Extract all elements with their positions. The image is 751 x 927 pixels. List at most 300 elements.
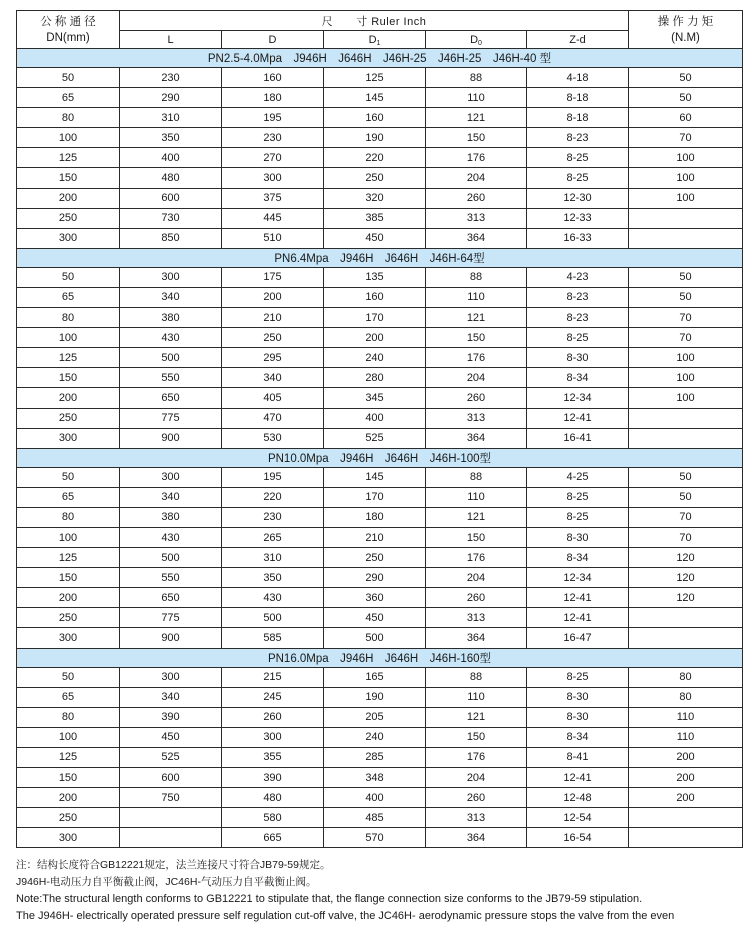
- cell-diameter-D0: 88: [426, 68, 527, 88]
- cell-diameter-D: 195: [222, 467, 324, 487]
- cell-bolt-holes-Zd: 8-23: [527, 128, 629, 148]
- cell-length-L: 450: [120, 727, 222, 747]
- cell-length-L: 730: [120, 208, 222, 228]
- cell-diameter-D: 510: [222, 228, 324, 248]
- cell-bolt-holes-Zd: 12-41: [527, 608, 629, 628]
- cell-dn: 150: [17, 168, 120, 188]
- col-header-D0-sub: 0: [478, 39, 482, 47]
- cell-length-L: 500: [120, 348, 222, 368]
- cell-diameter-D: 250: [222, 328, 324, 348]
- table-row: [17, 527, 743, 547]
- table-row: [17, 148, 743, 168]
- cell-torque: 80: [629, 667, 743, 687]
- cell-diameter-D: 220: [222, 487, 324, 507]
- cell-bolt-holes-Zd: 12-41: [527, 768, 629, 788]
- table-row: [17, 687, 743, 707]
- cell-diameter-D: 530: [222, 428, 324, 448]
- cell-torque: [629, 228, 743, 248]
- cell-bolt-holes-Zd: 8-41: [527, 747, 629, 767]
- cell-diameter-D: 585: [222, 628, 324, 648]
- cell-dn: 250: [17, 808, 120, 828]
- cell-length-L: 775: [120, 408, 222, 428]
- cell-dn: 80: [17, 108, 120, 128]
- cell-diameter-D: 340: [222, 368, 324, 388]
- cell-diameter-D: 480: [222, 788, 324, 808]
- cell-diameter-D1: 145: [324, 88, 426, 108]
- cell-torque: [629, 828, 743, 848]
- cell-bolt-holes-Zd: 12-30: [527, 188, 629, 208]
- cell-bolt-holes-Zd: 8-25: [527, 148, 629, 168]
- cell-length-L: 525: [120, 747, 222, 767]
- cell-length-L: 380: [120, 507, 222, 527]
- cell-torque: 50: [629, 287, 743, 307]
- table-row: [17, 188, 743, 208]
- cell-diameter-D1: 360: [324, 588, 426, 608]
- cell-diameter-D1: 320: [324, 188, 426, 208]
- table-row: [17, 128, 743, 148]
- cell-bolt-holes-Zd: 8-25: [527, 168, 629, 188]
- table-body: [17, 49, 743, 848]
- table-row: [17, 828, 743, 848]
- cell-bolt-holes-Zd: 8-25: [527, 507, 629, 527]
- cell-torque: 70: [629, 527, 743, 547]
- cell-dn: 150: [17, 568, 120, 588]
- cell-diameter-D: 295: [222, 348, 324, 368]
- cell-diameter-D0: 176: [426, 548, 527, 568]
- cell-diameter-D1: 205: [324, 707, 426, 727]
- table-row: [17, 228, 743, 248]
- cell-dn: 300: [17, 428, 120, 448]
- cell-length-L: 850: [120, 228, 222, 248]
- table-row: [17, 267, 743, 287]
- table-row: [17, 108, 743, 128]
- cell-dn: 65: [17, 487, 120, 507]
- cell-torque: 110: [629, 707, 743, 727]
- cell-diameter-D1: 170: [324, 487, 426, 507]
- cell-diameter-D0: 260: [426, 388, 527, 408]
- cell-diameter-D0: 150: [426, 527, 527, 547]
- cell-torque: 120: [629, 548, 743, 568]
- cell-torque: 200: [629, 788, 743, 808]
- table-row: [17, 208, 743, 228]
- col-header-D: D: [222, 31, 324, 49]
- cell-diameter-D1: 345: [324, 388, 426, 408]
- cell-diameter-D0: 313: [426, 608, 527, 628]
- cell-torque: 100: [629, 348, 743, 368]
- cell-length-L: 400: [120, 148, 222, 168]
- cell-torque: 100: [629, 188, 743, 208]
- note-en-standards: Note:The structural length conforms to GB12221 to stipulate that, the flange connection size conforms to the JB79-59 stipulation.: [16, 893, 643, 905]
- cell-diameter-D0: 204: [426, 168, 527, 188]
- cell-diameter-D0: 110: [426, 487, 527, 507]
- cell-bolt-holes-Zd: 8-18: [527, 108, 629, 128]
- cell-diameter-D0: 260: [426, 788, 527, 808]
- cell-diameter-D1: 170: [324, 308, 426, 328]
- cell-torque: [629, 608, 743, 628]
- table-row: [17, 308, 743, 328]
- cell-diameter-D1: 500: [324, 628, 426, 648]
- cell-diameter-D1: 125: [324, 68, 426, 88]
- table-row: [17, 368, 743, 388]
- torque-header-unit: (N.M): [671, 31, 700, 44]
- table-row: [17, 88, 743, 108]
- cell-diameter-D0: 121: [426, 707, 527, 727]
- cell-diameter-D1: 160: [324, 108, 426, 128]
- cell-diameter-D: 175: [222, 267, 324, 287]
- cell-diameter-D1: 570: [324, 828, 426, 848]
- cell-diameter-D: 300: [222, 168, 324, 188]
- cell-diameter-D1: 400: [324, 788, 426, 808]
- col-header-D1: [324, 31, 426, 49]
- cell-diameter-D0: 364: [426, 828, 527, 848]
- cell-diameter-D1: 240: [324, 727, 426, 747]
- cell-dn: 50: [17, 667, 120, 687]
- table-row: [17, 768, 743, 788]
- cell-diameter-D: 350: [222, 568, 324, 588]
- table-row: [17, 388, 743, 408]
- cell-bolt-holes-Zd: 8-34: [527, 727, 629, 747]
- table-row: [17, 747, 743, 767]
- cell-diameter-D1: 250: [324, 168, 426, 188]
- cell-diameter-D1: 285: [324, 747, 426, 767]
- cell-diameter-D: 390: [222, 768, 324, 788]
- cell-torque: 110: [629, 727, 743, 747]
- cell-length-L: 350: [120, 128, 222, 148]
- nominal-diameter-header: [17, 11, 120, 49]
- cell-diameter-D0: 313: [426, 208, 527, 228]
- cell-diameter-D: 160: [222, 68, 324, 88]
- table-row: [17, 68, 743, 88]
- valve-dimension-table: [16, 10, 743, 848]
- cell-torque: 200: [629, 768, 743, 788]
- cell-diameter-D1: 348: [324, 768, 426, 788]
- table-row: [17, 808, 743, 828]
- cell-torque: 100: [629, 388, 743, 408]
- cell-length-L: 650: [120, 588, 222, 608]
- cell-diameter-D: 210: [222, 308, 324, 328]
- cell-torque: 80: [629, 687, 743, 707]
- cell-diameter-D0: 121: [426, 507, 527, 527]
- table-row: [17, 328, 743, 348]
- cell-diameter-D0: 121: [426, 308, 527, 328]
- cell-length-L: 650: [120, 388, 222, 408]
- cell-torque: 200: [629, 747, 743, 767]
- cell-diameter-D0: 204: [426, 768, 527, 788]
- cell-dn: 50: [17, 68, 120, 88]
- cell-torque: 50: [629, 467, 743, 487]
- cell-diameter-D: 500: [222, 608, 324, 628]
- cell-length-L: 900: [120, 428, 222, 448]
- cell-length-L: 550: [120, 368, 222, 388]
- cell-diameter-D1: 240: [324, 348, 426, 368]
- cell-diameter-D0: 176: [426, 148, 527, 168]
- dimensions-header: 尺 寸 Ruler Inch: [120, 11, 629, 31]
- cell-dn: 300: [17, 828, 120, 848]
- cell-diameter-D0: 88: [426, 467, 527, 487]
- cell-diameter-D: 310: [222, 548, 324, 568]
- cell-torque: [629, 808, 743, 828]
- table-row: [17, 727, 743, 747]
- cell-diameter-D0: 110: [426, 287, 527, 307]
- cell-length-L: 230: [120, 68, 222, 88]
- torque-header: [629, 11, 743, 49]
- cell-diameter-D1: 450: [324, 228, 426, 248]
- cell-dn: 200: [17, 188, 120, 208]
- cell-diameter-D1: 165: [324, 667, 426, 687]
- cell-diameter-D1: 250: [324, 548, 426, 568]
- cell-diameter-D0: 364: [426, 628, 527, 648]
- col-header-D1-main: D: [368, 33, 377, 46]
- cell-length-L: 340: [120, 687, 222, 707]
- cell-length-L: 500: [120, 548, 222, 568]
- table-row: [17, 788, 743, 808]
- cell-diameter-D1: 210: [324, 527, 426, 547]
- cell-diameter-D0: 176: [426, 747, 527, 767]
- cell-dn: 125: [17, 548, 120, 568]
- cell-length-L: 340: [120, 487, 222, 507]
- cell-dn: 80: [17, 507, 120, 527]
- cell-diameter-D1: 135: [324, 267, 426, 287]
- cell-diameter-D0: 313: [426, 408, 527, 428]
- cell-bolt-holes-Zd: 16-41: [527, 428, 629, 448]
- cell-length-L: 310: [120, 108, 222, 128]
- cell-diameter-D1: 145: [324, 467, 426, 487]
- pressure-group-row: [17, 448, 743, 467]
- cell-dn: 65: [17, 687, 120, 707]
- note-en-models: The J946H- electrically operated pressure self regulation cut-off valve, the JC46H- aerodynamic pressure stops the valve from the even: [16, 910, 675, 922]
- cell-dn: 125: [17, 148, 120, 168]
- cell-diameter-D: 265: [222, 527, 324, 547]
- pressure-group-title: PN16.0Mpa J946H J646H J46H-160型: [17, 648, 743, 667]
- cell-diameter-D: 260: [222, 707, 324, 727]
- cell-diameter-D0: 204: [426, 368, 527, 388]
- table-row: [17, 287, 743, 307]
- cell-dn: 100: [17, 128, 120, 148]
- cell-diameter-D0: 260: [426, 588, 527, 608]
- cell-diameter-D: 195: [222, 108, 324, 128]
- nominal-diameter-header-en: DN(mm): [46, 31, 90, 44]
- table-row: [17, 348, 743, 368]
- cell-diameter-D1: 190: [324, 128, 426, 148]
- cell-diameter-D0: 150: [426, 328, 527, 348]
- cell-diameter-D: 405: [222, 388, 324, 408]
- cell-torque: [629, 428, 743, 448]
- cell-length-L: [120, 828, 222, 848]
- cell-bolt-holes-Zd: 8-30: [527, 348, 629, 368]
- cell-torque: 100: [629, 368, 743, 388]
- cell-diameter-D: 200: [222, 287, 324, 307]
- cell-bolt-holes-Zd: 12-34: [527, 388, 629, 408]
- cell-length-L: 290: [120, 88, 222, 108]
- cell-bolt-holes-Zd: 12-54: [527, 808, 629, 828]
- cell-diameter-D1: 385: [324, 208, 426, 228]
- cell-dn: 80: [17, 707, 120, 727]
- cell-torque: [629, 628, 743, 648]
- cell-bolt-holes-Zd: 12-41: [527, 408, 629, 428]
- table-row: [17, 667, 743, 687]
- pressure-group-title: PN6.4Mpa J946H J646H J46H-64型: [17, 248, 743, 267]
- cell-diameter-D0: 364: [426, 228, 527, 248]
- cell-dn: 250: [17, 408, 120, 428]
- cell-diameter-D: 355: [222, 747, 324, 767]
- cell-length-L: 300: [120, 467, 222, 487]
- cell-torque: [629, 208, 743, 228]
- cell-diameter-D0: 204: [426, 568, 527, 588]
- cell-bolt-holes-Zd: 8-30: [527, 707, 629, 727]
- cell-length-L: 900: [120, 628, 222, 648]
- cell-dn: 65: [17, 88, 120, 108]
- notes-block: [16, 857, 746, 925]
- cell-dn: 200: [17, 788, 120, 808]
- cell-dn: 125: [17, 348, 120, 368]
- cell-length-L: 600: [120, 188, 222, 208]
- note-cn-standards: 注：结构长度符合GB12221规定，法兰连接尺寸符合JB79-59规定。: [16, 859, 331, 871]
- cell-diameter-D: 230: [222, 128, 324, 148]
- cell-diameter-D0: 150: [426, 727, 527, 747]
- cell-torque: 70: [629, 128, 743, 148]
- table-row: [17, 568, 743, 588]
- cell-diameter-D0: 110: [426, 687, 527, 707]
- cell-length-L: 600: [120, 768, 222, 788]
- cell-torque: 70: [629, 308, 743, 328]
- cell-dn: 200: [17, 588, 120, 608]
- table-row: [17, 707, 743, 727]
- col-header-D1-sub: 1: [376, 39, 381, 47]
- cell-diameter-D1: 525: [324, 428, 426, 448]
- cell-dn: 50: [17, 267, 120, 287]
- table-row: [17, 428, 743, 448]
- cell-dn: 65: [17, 287, 120, 307]
- cell-diameter-D: 270: [222, 148, 324, 168]
- cell-diameter-D0: 88: [426, 267, 527, 287]
- cell-diameter-D0: 313: [426, 808, 527, 828]
- cell-dn: 200: [17, 388, 120, 408]
- cell-dn: 100: [17, 328, 120, 348]
- cell-length-L: 480: [120, 168, 222, 188]
- cell-torque: 50: [629, 68, 743, 88]
- table-row: [17, 408, 743, 428]
- cell-diameter-D: 180: [222, 88, 324, 108]
- cell-diameter-D1: 485: [324, 808, 426, 828]
- cell-diameter-D1: 280: [324, 368, 426, 388]
- cell-diameter-D0: 88: [426, 667, 527, 687]
- cell-bolt-holes-Zd: 8-34: [527, 368, 629, 388]
- cell-torque: 60: [629, 108, 743, 128]
- cell-dn: 100: [17, 727, 120, 747]
- cell-bolt-holes-Zd: 4-25: [527, 467, 629, 487]
- table-row: [17, 548, 743, 568]
- table-row: [17, 588, 743, 608]
- cell-length-L: 750: [120, 788, 222, 808]
- cell-length-L: 430: [120, 527, 222, 547]
- cell-bolt-holes-Zd: 8-25: [527, 487, 629, 507]
- cell-diameter-D: 445: [222, 208, 324, 228]
- cell-bolt-holes-Zd: 12-34: [527, 568, 629, 588]
- pressure-group-row: [17, 648, 743, 667]
- cell-diameter-D: 245: [222, 687, 324, 707]
- cell-torque: 70: [629, 507, 743, 527]
- cell-bolt-holes-Zd: 16-33: [527, 228, 629, 248]
- cell-torque: 100: [629, 148, 743, 168]
- cell-bolt-holes-Zd: 8-23: [527, 287, 629, 307]
- cell-dn: 250: [17, 608, 120, 628]
- cell-torque: 100: [629, 168, 743, 188]
- cell-diameter-D1: 190: [324, 687, 426, 707]
- cell-diameter-D: 665: [222, 828, 324, 848]
- cell-bolt-holes-Zd: 8-30: [527, 527, 629, 547]
- torque-header-cn: 操 作 力 矩: [657, 15, 714, 28]
- table-row: [17, 608, 743, 628]
- table-row: [17, 487, 743, 507]
- cell-bolt-holes-Zd: 8-23: [527, 308, 629, 328]
- cell-length-L: 775: [120, 608, 222, 628]
- cell-bolt-holes-Zd: 8-25: [527, 328, 629, 348]
- cell-diameter-D1: 290: [324, 568, 426, 588]
- pressure-group-row: [17, 248, 743, 267]
- cell-torque: 120: [629, 588, 743, 608]
- cell-diameter-D1: 450: [324, 608, 426, 628]
- cell-diameter-D1: 400: [324, 408, 426, 428]
- cell-torque: 50: [629, 88, 743, 108]
- cell-dn: 300: [17, 628, 120, 648]
- cell-bolt-holes-Zd: 8-18: [527, 88, 629, 108]
- cell-diameter-D0: 150: [426, 128, 527, 148]
- col-header-Zd: Z-d: [527, 31, 629, 49]
- cell-length-L: [120, 808, 222, 828]
- cell-bolt-holes-Zd: 8-25: [527, 667, 629, 687]
- cell-bolt-holes-Zd: 12-41: [527, 588, 629, 608]
- cell-bolt-holes-Zd: 4-23: [527, 267, 629, 287]
- cell-torque: [629, 408, 743, 428]
- cell-length-L: 390: [120, 707, 222, 727]
- cell-diameter-D: 215: [222, 667, 324, 687]
- cell-diameter-D: 300: [222, 727, 324, 747]
- cell-torque: 120: [629, 568, 743, 588]
- cell-length-L: 300: [120, 667, 222, 687]
- col-header-D0-main: D: [470, 33, 479, 46]
- cell-length-L: 380: [120, 308, 222, 328]
- cell-bolt-holes-Zd: 12-48: [527, 788, 629, 808]
- col-header-L: L: [120, 31, 222, 49]
- cell-diameter-D1: 180: [324, 507, 426, 527]
- pressure-group-title: PN2.5-4.0Mpa J946H J646H J46H-25 J46H-25 J46H-40 型: [17, 49, 743, 68]
- cell-diameter-D: 230: [222, 507, 324, 527]
- cell-diameter-D: 470: [222, 408, 324, 428]
- cell-dn: 80: [17, 308, 120, 328]
- cell-diameter-D0: 364: [426, 428, 527, 448]
- col-header-D0: [426, 31, 527, 49]
- cell-diameter-D: 375: [222, 188, 324, 208]
- cell-diameter-D0: 121: [426, 108, 527, 128]
- cell-diameter-D0: 176: [426, 348, 527, 368]
- note-cn-models: J946H-电动压力自平衡截止阀，JC46H-气动压力自平截衡止阀。: [16, 876, 317, 888]
- cell-length-L: 340: [120, 287, 222, 307]
- pressure-group-title: PN10.0Mpa J946H J646H J46H-100型: [17, 448, 743, 467]
- table-row: [17, 467, 743, 487]
- cell-dn: 250: [17, 208, 120, 228]
- cell-torque: 50: [629, 487, 743, 507]
- cell-diameter-D0: 260: [426, 188, 527, 208]
- table-row: [17, 507, 743, 527]
- table-row: [17, 168, 743, 188]
- cell-dn: 150: [17, 768, 120, 788]
- cell-length-L: 550: [120, 568, 222, 588]
- nominal-diameter-header-cn: 公 称 通 径: [40, 15, 96, 28]
- cell-dn: 300: [17, 228, 120, 248]
- cell-bolt-holes-Zd: 12-33: [527, 208, 629, 228]
- cell-bolt-holes-Zd: 8-30: [527, 687, 629, 707]
- cell-length-L: 430: [120, 328, 222, 348]
